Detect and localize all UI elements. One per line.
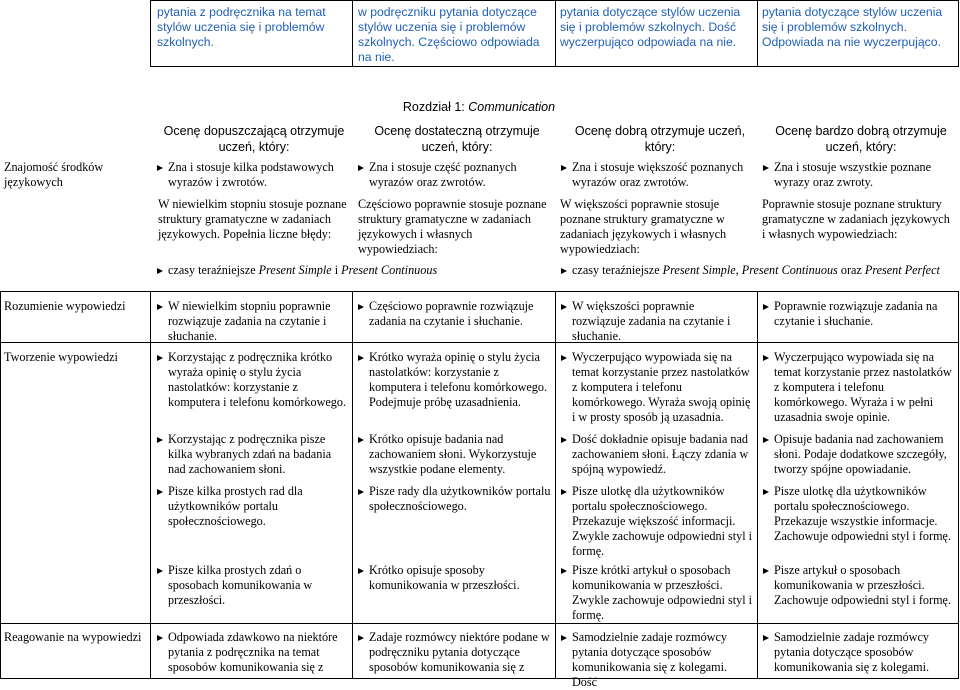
tworzenie-item: Pisze artykuł o sposobach komunikowania w przeszłości. Zachowuje odpowiedni styl i formę.: [762, 563, 956, 608]
top-col-divider: [757, 0, 758, 66]
top-cell-4: pytania dotyczące stylów uczenia się i problemów szkolnych. Odpowiada na nie wyczerpująco.: [762, 5, 943, 49]
tworzenie-item: Krótko opisuje sposoby komunikowania w przeszłości.: [357, 563, 551, 593]
tworzenie-item: Dość dokładnie opisuje badania nad zachowaniem słoni. Łączy zdania w spójną wypowiedź.: [560, 432, 754, 477]
reagowanie-item: Zadaje rozmówcy niektóre podane w podręczniku pytania dotyczące sposobów komunikowania się z: [357, 630, 551, 675]
grammar-item: W niewielkim stopniu stosuje poznane struktury gramatyczne w zadaniach językowych. Popełnia liczne błędy:: [158, 197, 347, 241]
grammar-item: W większości poprawnie stosuje poznane struktury gramatyczne w zadaniach językowych i własnych wypowiedziach:: [560, 197, 727, 256]
reagowanie-item: Samodzielnie zadaje rozmówcy pytania dotyczące sposobów komunikowania się z kolegami. Dość: [560, 630, 754, 690]
top-col-divider: [958, 0, 959, 66]
grammar-item: Poprawnie stosuje poznane struktury gramatyczne w zadaniach językowych i własnych wypowiedziach:: [762, 197, 950, 241]
tenses-right: [560, 263, 958, 278]
rozumienie-item: Częściowo poprawnie rozwiązuje zadania na czytanie i słuchanie.: [357, 299, 551, 329]
vocab-item: Zna i stosuje część poznanych wyrazów oraz zwrotów.: [357, 160, 551, 190]
section-rule: [0, 291, 959, 292]
reagowanie-item: Samodzielnie zadaje rozmówcy pytania dotyczące sposobów komunikowania się z kolegami.: [762, 630, 956, 675]
tworzenie-item: Pisze kilka prostych zdań o sposobach komunikowania w przeszłości.: [156, 563, 350, 608]
rozumienie-item: W niewielkim stopniu poprawnie rozwiązuje zadania na czytanie i słuchanie.: [156, 299, 346, 344]
tworzenie-item: Opisuje badania nad zachowaniem słoni. Podaje dodatkowe szczegóły, tworzy spójne opowiadanie.: [762, 432, 956, 477]
tenses-right-e: Present Perfect: [864, 263, 940, 277]
vocab-item: Zna i stosuje większość poznanych wyrazów oraz zwrotów.: [560, 160, 754, 190]
top-row-bottom-rule: [150, 66, 959, 67]
tenses-right-a: czasy teraźniejsze: [572, 263, 660, 277]
section-rule: [0, 342, 959, 343]
tenses-right-b: Present Simple,: [662, 263, 739, 277]
col-divider: [757, 291, 758, 679]
top-col-divider: [555, 0, 556, 66]
row-label-tworzenie: Tworzenie wypowiedzi: [4, 350, 118, 364]
tenses-left-b: Present Simple: [258, 263, 332, 277]
grade-header-bardzo-dobra: Ocenę bardzo dobrą otrzymuje uczeń, który:: [775, 124, 947, 154]
tenses-left-a: czasy teraźniejsze: [168, 263, 256, 277]
top-col-divider: [150, 0, 151, 66]
table-border-right: [958, 291, 959, 679]
vocab-item: Zna i stosuje wszystkie poznane wyrazy oraz zwroty.: [762, 160, 956, 190]
tworzenie-item: Wyczerpująco wypowiada się na temat korzystanie przez nastolatków z komputera i telefonu komórkowego. Wyraża i w pełni uzasadnia swoje opinie.: [762, 350, 956, 425]
tworzenie-item: Pisze rady dla użytkowników portalu społecznościowego.: [357, 484, 551, 514]
grade-header-dostateczna: Ocenę dostateczną otrzymuje uczeń, który:: [374, 124, 540, 154]
reagowanie-item: Odpowiada zdawkowo na niektóre pytania z podręcznika na temat sposobów komunikowania się z: [156, 630, 350, 675]
tworzenie-item: Pisze ulotkę dla użytkowników portalu społecznościowego. Przekazuje wszystkie informacje. Zachowuje odpowiedni styl i formę.: [762, 484, 956, 544]
top-cell-2: w podręczniku pytania dotyczące stylów uczenia się i problemów szkolnych. Częściowo odpowiada na nie.: [358, 5, 540, 64]
top-rule: [150, 0, 958, 1]
tworzenie-item: Krótko wyraża opinię o stylu życia nastolatków: korzystanie z komputera i telefonu komórkowego. Podejmuje próbę uzasadnienia.: [357, 350, 551, 410]
grade-header-dopuszczajaca: Ocenę dopuszczającą otrzymuje uczeń, który:: [163, 124, 345, 154]
tenses-left: [156, 263, 554, 278]
rozumienie-item: Poprawnie rozwiązuje zadania na czytanie i słuchanie.: [762, 299, 952, 329]
chapter-name: Communication: [468, 100, 556, 114]
chapter-title: [352, 100, 606, 115]
tworzenie-item: Pisze ulotkę dla użytkowników portalu społecznościowego. Przekazuje większość informacji. Zwykle zachowuje odpowiedni styl i formę.: [560, 484, 754, 559]
top-col-divider: [352, 0, 353, 66]
row-label-reagowanie: Reagowanie na wypowiedzi: [4, 630, 142, 644]
tworzenie-item: Pisze kilka prostych rad dla użytkowników portalu społecznościowego.: [156, 484, 350, 529]
tworzenie-item: Pisze krótki artykuł o sposobach komunikowania w przeszłości. Zwykle zachowuje odpowiedni styl i formę.: [560, 563, 754, 623]
tenses-right-d: oraz: [840, 263, 862, 277]
tworzenie-item: Korzystając z podręcznika pisze kilka wybranych zdań na badania nad zachowaniem słoni.: [156, 432, 350, 477]
rozumienie-item: W większości poprawnie rozwiązuje zadania na czytanie i słuchanie.: [560, 299, 750, 344]
row-label-rozumienie: Rozumienie wypowiedzi: [4, 299, 126, 313]
row-label-znajomosc: Znajomość środków językowych: [4, 160, 104, 189]
tworzenie-item: Krótko opisuje badania nad zachowaniem słoni. Wykorzystuje wszystkie podane elementy.: [357, 432, 551, 477]
tenses-left-d: Present Continuous: [341, 263, 438, 277]
col-divider: [352, 291, 353, 679]
grammar-item: Częściowo poprawnie stosuje poznane struktury gramatyczne w zadaniach językowych i własnych wypowiedziach:: [358, 197, 547, 256]
tworzenie-item: Wyczerpująco wypowiada się na temat korzystanie przez nastolatków z komputera i telefonu komórkowego. Wyraża swoją opinię i w prosty sposób ją uzasadnia.: [560, 350, 754, 425]
tworzenie-item: Korzystając z podręcznika krótko wyraża opinię o stylu życia nastolatków: korzystanie z komputera i telefonu komórkowego.: [156, 350, 350, 410]
grade-header-dobra: Ocenę dobrą otrzymuje uczeń, który:: [574, 124, 746, 154]
top-cell-3: pytania dotyczące stylów uczenia się i problemów szkolnych. Dość wyczerpująco odpowiada na nie.: [560, 5, 741, 49]
table-border-left: [0, 291, 1, 679]
section-rule: [0, 623, 959, 624]
tenses-right-c: Present Continuous: [741, 263, 838, 277]
col-divider: [555, 291, 556, 679]
tenses-left-c: i: [334, 263, 339, 277]
top-cell-1: pytania z podręcznika na temat stylów uczenia się i problemów szkolnych.: [157, 5, 326, 49]
chapter-prefix: Rozdział 1:: [402, 100, 465, 114]
vocab-item: Zna i stosuje kilka podstawowych wyrazów i zwrotów.: [156, 160, 350, 190]
col-divider: [150, 291, 151, 679]
